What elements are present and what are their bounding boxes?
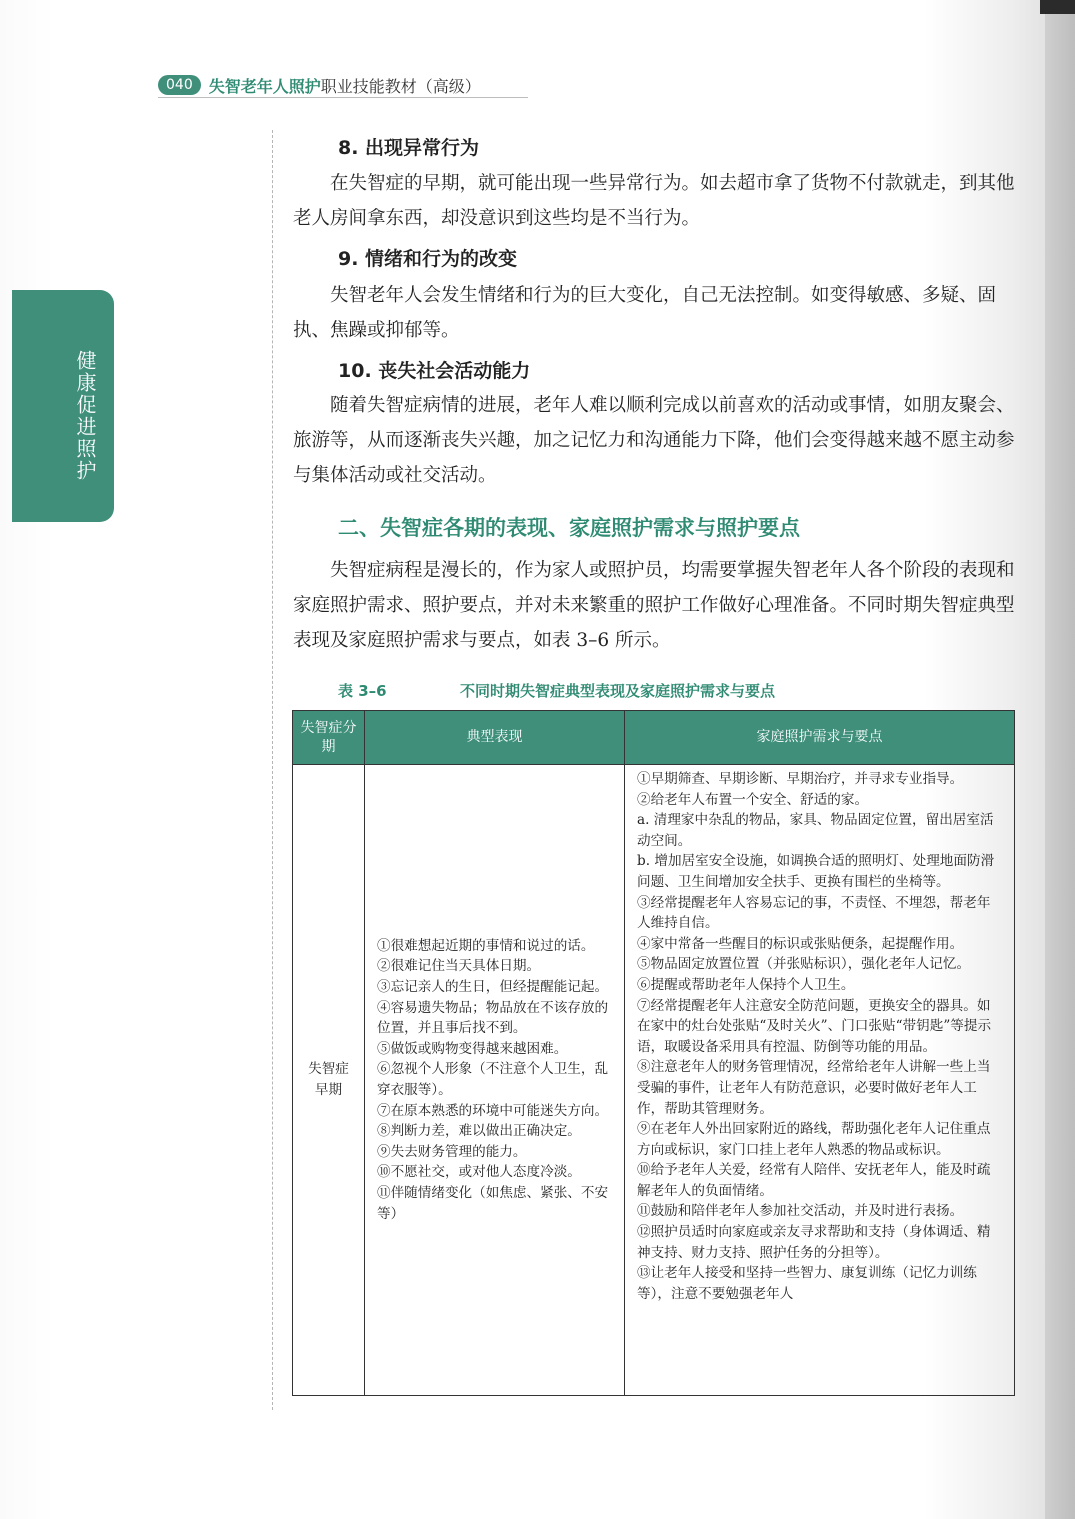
stage-cell: 失智症早期 (293, 765, 365, 1396)
table-caption (338, 680, 775, 701)
book-title (209, 74, 481, 97)
list-item: ④容易遗失物品；物品放在不该存放的位置，并且事后找不到。 (377, 999, 609, 1037)
list-item: ⑧判断力差，难以做出正确决定。 (377, 1123, 581, 1140)
section-2-title: 二、失智症各期的表现、家庭照护需求与照护要点 (338, 516, 800, 540)
list-item: ②很难记住当天具体日期。 (377, 958, 541, 975)
list-item: ⑧注意老年人的财务管理情况，经常给老年人讲解一些上当受骗的事件，让老年人有防范意识，必要时做好老年人工作，帮助其管理财务。 (637, 1059, 991, 1117)
table-caption-title: 不同时期失智症典型表现及家庭照护需求与要点 (460, 682, 776, 700)
list-item: ①早期筛查、早期诊断、早期治疗，并寻求专业指导。 (637, 771, 964, 787)
list-item: ③忘记亲人的生日，但经提醒能记起。 (377, 979, 609, 996)
running-header (158, 74, 481, 96)
list-item: ⑬让老年人接受和坚持一些智力、康复训练（记忆力训练等），注意不要勉强老年人 (637, 1265, 977, 1302)
paragraph-9: 失智老年人会发生情绪和行为的巨大变化，自己无法控制。如变得敏感、多疑、固执、焦躁或抑郁等。 (293, 285, 997, 341)
book-title-accent: 失智老年人照护 (208, 76, 321, 96)
header-rule (158, 97, 528, 98)
care-table (292, 710, 1015, 1396)
scan-corner (1040, 0, 1075, 14)
symptoms-cell (365, 765, 625, 1396)
paragraph-section-2: 失智症病程是漫长的，作为家人或照护员，均需要掌握失智老年人各个阶段的表现和家庭照护需求、照护要点，并对未来繁重的照护工作做好心理准备。不同时期失智症典型表现及家庭照护需求与要点，如表 3–6 所示。 (293, 560, 1015, 651)
list-item: ⑨失去财务管理的能力。 (377, 1143, 527, 1160)
table-header-care: 家庭照护需求与要点 (625, 711, 1015, 765)
margin-divider (272, 130, 273, 1410)
paragraph-10: 随着失智症病情的进展，老年人难以顺利完成以前喜欢的活动或事情，如朋友聚会、旅游等，从而逐渐丧失兴趣，加之记忆力和沟通能力下降，他们会变得越来越不愿主动参与集体活动或社交活动。 (293, 395, 1015, 486)
table-header-symptoms: 典型表现 (365, 711, 625, 765)
heading-10: 10. 丧失社会活动能力 (338, 360, 531, 382)
paragraph-8: 在失智症的早期，就可能出现一些异常行为。如去超市拿了货物不付款就走，到其他老人房间拿东西，却没意识到这些均是不当行为。 (293, 173, 1015, 229)
list-item: ⑦经常提醒老年人注意安全防范问题，更换安全的器具。如在家中的灶台处张贴“及时关火”、门口张贴“带钥匙”等提示语，取暖设备采用具有控温、防倒等功能的用品。 (637, 997, 992, 1055)
heading-9: 9. 情绪和行为的改变 (338, 248, 518, 270)
list-item: ⑩给予老年人关爱，经常有人陪伴、安抚老年人，能及时疏解老年人的负面情绪。 (637, 1162, 991, 1199)
book-title-rest: 职业技能教材（高级） (320, 76, 481, 96)
list-item: ①很难想起近期的事情和说过的话。 (377, 937, 595, 954)
side-tab-label: 健康促进照护 (73, 350, 97, 482)
list-item: b. 增加居室安全设施，如调换合适的照明灯、处理地面防滑问题、卫生间增加安全扶手、更换有围栏的坐椅等。 (637, 853, 995, 890)
table-header-stage: 失智症分期 (293, 711, 365, 765)
page-binding-edge (1045, 0, 1075, 1519)
list-item: ⑥忽视个人形象（不注意个人卫生，乱穿衣服等）。 (377, 1061, 609, 1098)
list-item: ⑤物品固定放置位置（并张贴标识），强化老年人记忆。 (637, 956, 971, 973)
heading-8: 8. 出现异常行为 (338, 137, 480, 159)
table-row (293, 765, 1015, 1396)
page-number: 040 (158, 75, 201, 95)
list-item: ⑪伴随情绪变化（如焦虑、紧张、不安等） (377, 1184, 609, 1222)
list-item: ⑫照护员适时向家庭或亲友寻求帮助和支持（身体调适、精神支持、财力支持、照护任务的分担等）。 (637, 1224, 991, 1261)
list-item: ⑩不愿社交，或对他人态度冷淡。 (377, 1164, 581, 1181)
care-cell (625, 765, 1015, 1396)
list-item: ⑪鼓励和陪伴老年人参加社交活动，并及时进行表扬。 (637, 1203, 964, 1220)
list-item: ⑥提醒或帮助老年人保持个人卫生。 (637, 976, 855, 993)
list-item: ③经常提醒老年人容易忘记的事，不责怪、不埋怨，帮老年人维持自信。 (637, 894, 991, 932)
list-item: ⑨在老年人外出回家附近的路线，帮助强化老年人记住重点方向或标识，家门口挂上老年人熟悉的物品或标识。 (637, 1121, 991, 1158)
list-item: ⑤做饭或购物变得越来越困难。 (377, 1040, 568, 1057)
table-caption-number: 表 3–6 (338, 682, 387, 700)
list-item: ④家中常备一些醒目的标识或张贴便条，起提醒作用。 (637, 935, 964, 952)
table-header-row (293, 711, 1015, 765)
list-item: a. 清理家中杂乱的物品，家具、物品固定位置，留出居室活动空间。 (637, 812, 994, 849)
list-item: ⑦在原本熟悉的环境中可能迷失方向。 (377, 1102, 609, 1119)
list-item: ②给老年人布置一个安全、舒适的家。 (637, 791, 869, 808)
